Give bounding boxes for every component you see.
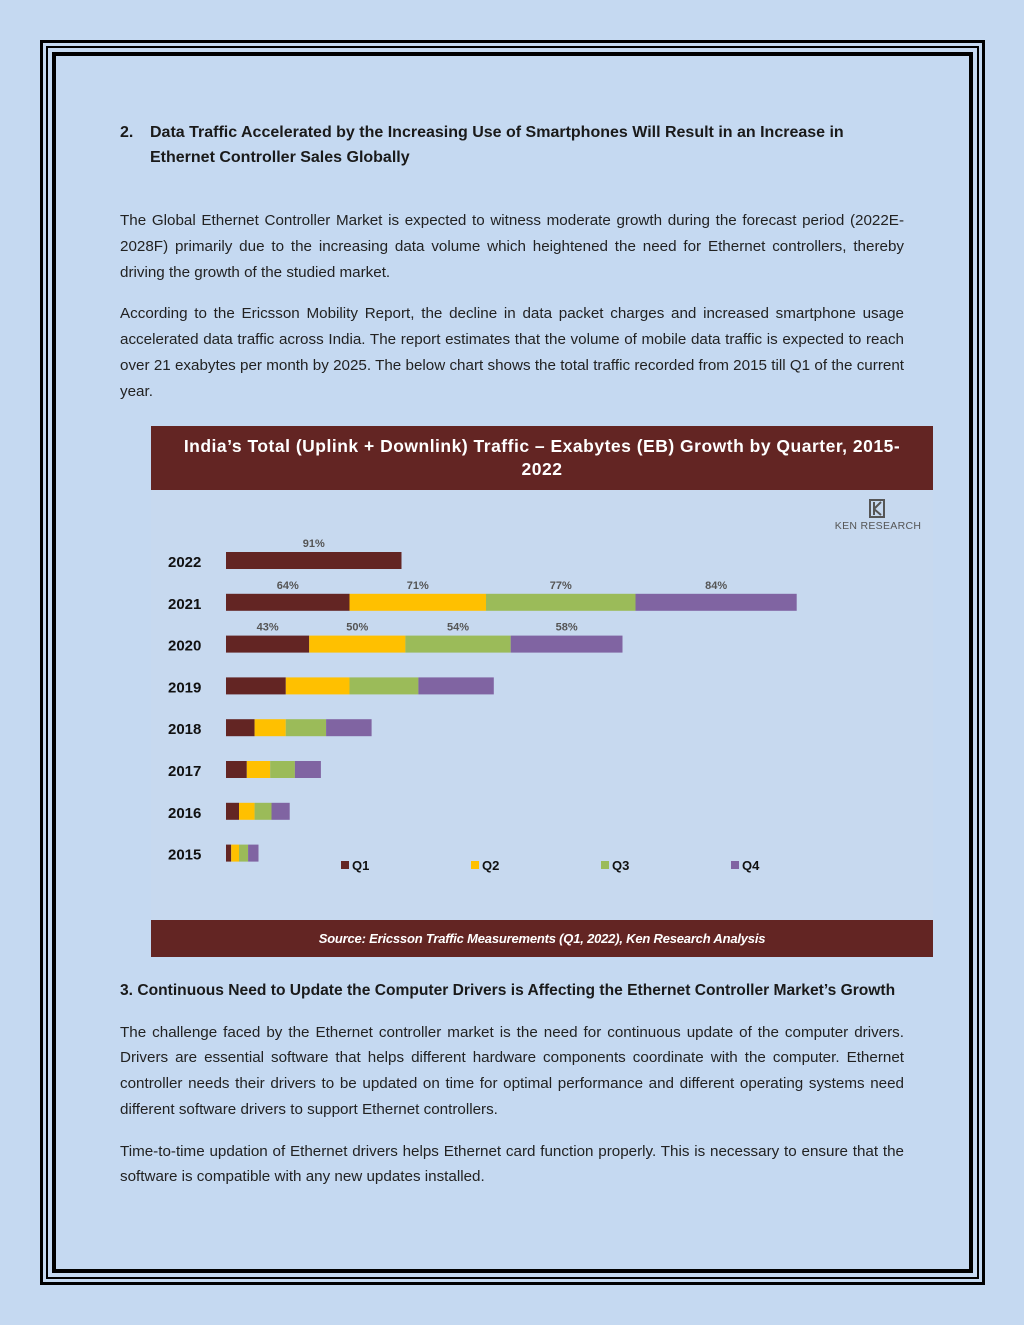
- y-tick-label-2020: 2020: [168, 637, 202, 655]
- legend-label-q1: Q1: [352, 858, 370, 873]
- bar-2016-q4: [272, 803, 290, 820]
- bar-2020-q2: [309, 636, 405, 653]
- bar-2017-q3: [270, 761, 295, 778]
- section-3-heading: 3. Continuous Need to Update the Computer Drivers is Affecting the Ethernet Controller Market’s Growth: [120, 982, 896, 999]
- bar-2017-q4: [295, 761, 321, 778]
- data-label-2021-q2: 71%: [406, 579, 429, 592]
- bar-2016-q3: [255, 803, 272, 820]
- bar-2018-q3: [286, 719, 326, 736]
- y-tick-label-2016: 2016: [168, 804, 202, 822]
- section-2-heading: [120, 120, 904, 170]
- bar-2021-q2: [350, 594, 487, 611]
- chart-container: [151, 426, 933, 957]
- bar-2017-q1: [226, 761, 247, 778]
- section-3: [120, 978, 904, 1190]
- bar-2021-q1: [226, 594, 350, 611]
- chart-source: Source: Ericsson Traffic Measurements (Q1, 2022), Ken Research Analysis: [151, 920, 933, 957]
- logo-text: KEN RESEARCH: [834, 520, 922, 532]
- bar-2021-q3: [486, 594, 636, 611]
- bar-2015-q3: [239, 845, 248, 862]
- chart-title: India’s Total (Uplink + Downlink) Traffic – Exabytes (EB) Growth by Quarter, 2015-2022: [151, 426, 933, 490]
- legend-swatch-q4: [731, 861, 739, 869]
- data-label-2021-q1: 64%: [276, 579, 299, 592]
- y-tick-label-2022: 2022: [168, 554, 202, 571]
- bar-2018-q1: [226, 719, 255, 736]
- section-2-paragraph-1: The Global Ethernet Controller Market is expected to witness moderate growth during the forecast period (2022E-2028F) primarily due to the increasing data volume which heightened the need for Ethernet controllers, thereby driving the growth of the studied market.: [120, 212, 904, 281]
- bar-2016-q2: [239, 803, 255, 820]
- bar-2019-q2: [286, 677, 350, 694]
- bar-2019-q4: [418, 677, 493, 694]
- bar-2015-q2: [231, 845, 239, 862]
- legend-swatch-q2: [471, 861, 479, 869]
- legend-swatch-q1: [341, 861, 349, 869]
- bar-2022-q1: [226, 552, 402, 569]
- legend-swatch-q3: [601, 861, 609, 869]
- legend-label-q4: Q4: [742, 858, 760, 873]
- data-label-2021-q3: 77%: [549, 579, 572, 592]
- bar-2019-q3: [350, 677, 419, 694]
- bar-2018-q4: [326, 719, 372, 736]
- bar-2021-q4: [636, 594, 797, 611]
- data-label-2020-q1: 43%: [256, 621, 279, 634]
- bar-2020-q4: [511, 636, 623, 653]
- bar-2016-q1: [226, 803, 239, 820]
- legend-label-q2: Q2: [482, 858, 500, 873]
- bar-2015-q4: [248, 845, 258, 862]
- y-tick-label-2015: 2015: [168, 846, 202, 864]
- data-label-2020-q2: 50%: [346, 621, 369, 634]
- y-tick-label-2017: 2017: [168, 763, 202, 780]
- y-tick-label-2021: 2021: [168, 595, 202, 613]
- bar-2017-q2: [247, 761, 270, 778]
- chart-plot-area: [151, 490, 933, 920]
- section-2: [120, 110, 904, 405]
- section-2-title: Data Traffic Accelerated by the Increasing Use of Smartphones Will Result in an Increase in Ethernet Controller Sales Globally: [150, 124, 844, 166]
- bar-2020-q1: [226, 636, 309, 653]
- section-3-paragraph-2: Time-to-time updation of Ethernet drivers helps Ethernet card function properly. This is necessary to ensure that the software is compatible with any new updates installed.: [120, 1142, 904, 1186]
- bar-2015-q1: [226, 845, 231, 862]
- y-tick-label-2018: 2018: [168, 721, 202, 739]
- data-label-2020-q3: 54%: [447, 621, 470, 634]
- data-label-2021-q4: 84%: [705, 579, 728, 592]
- bar-2020-q3: [405, 636, 510, 653]
- y-tick-label-2019: 2019: [168, 679, 202, 697]
- bar-2018-q2: [255, 719, 286, 736]
- data-label-2020-q4: 58%: [555, 621, 578, 634]
- chart-svg: [151, 490, 933, 920]
- data-label-2022-q1: 91%: [302, 538, 325, 550]
- section-2-number: 2.: [120, 124, 134, 141]
- legend-label-q3: Q3: [612, 858, 630, 873]
- bar-2019-q1: [226, 677, 286, 694]
- section-3-paragraph-1: The challenge faced by the Ethernet controller market is the need for continuous update of the computer drivers. Drivers are essential software that helps different hardware components coordinate with the computer. Ethernet controller needs their drivers to be updated on time for optimal performance and different operating systems need different software drivers to support Ethernet controllers.: [120, 1023, 904, 1118]
- section-2-paragraph-2: According to the Ericsson Mobility Report, the decline in data packet charges and increased smartphone usage accelerated data traffic across India. The report estimates that the volume of mobile data traffic is expected to reach over 21 exabytes per month by 2025. The below chart shows the total traffic recorded from 2015 till Q1 of the current year.: [120, 305, 904, 400]
